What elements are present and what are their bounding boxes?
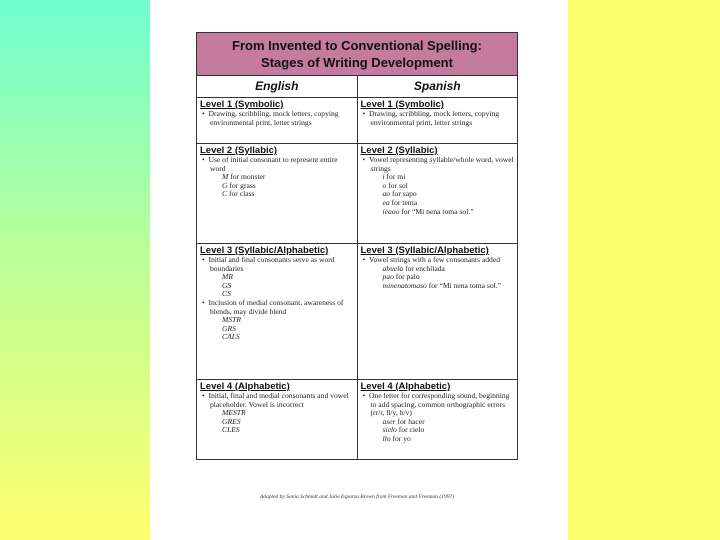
level-row	[197, 244, 518, 380]
level-heading: Level 3 (Syllabic/Alphabetic)	[200, 245, 329, 256]
example-gloss: for tema	[391, 197, 418, 207]
credit-line: Adapted by Sonia Schmidt and Julie Esparza Brown from Freeman and Freeman (1997)	[259, 494, 455, 500]
example-word: aser	[382, 416, 396, 426]
level-row	[197, 380, 518, 460]
example-gloss: for monster	[230, 172, 266, 182]
bullet-icon: •	[202, 255, 209, 264]
example-item	[200, 426, 354, 435]
bullet-text: Drawing, scribbling, mock letters, copying environmental print, letter strings	[208, 109, 339, 127]
column-header-english: English	[197, 76, 358, 97]
bullet-item	[361, 156, 515, 173]
example-gloss: for enchilada	[405, 263, 445, 273]
level-heading: Level 1 (Symbolic)	[200, 99, 284, 110]
title-line-1: From Invented to Conventional Spelling:	[232, 38, 482, 53]
left-background-panel	[0, 0, 150, 540]
bullet-text: Use of initial consonant to represent entire word	[208, 155, 338, 173]
bullet-item	[361, 110, 515, 127]
bullet-icon: •	[202, 391, 209, 400]
level-cell-spanish	[357, 380, 518, 460]
example-gloss: for yo	[392, 433, 411, 443]
right-background-panel	[568, 0, 720, 540]
example-gloss: for mi	[386, 172, 406, 182]
example-word: i	[382, 172, 385, 182]
bullet-icon: •	[362, 155, 369, 164]
example-word: ea	[382, 197, 390, 207]
example-gloss: for palo	[395, 272, 420, 282]
example-item	[361, 435, 515, 444]
bullet-text: Initial and final consonants serve as word boundaries	[208, 255, 335, 273]
level-cell-spanish	[357, 244, 518, 380]
example-gloss: for sol	[388, 180, 408, 190]
bullet-icon: •	[362, 109, 369, 118]
bullet-item	[200, 256, 354, 273]
level-row	[197, 98, 518, 144]
level-row	[197, 144, 518, 244]
language-header-row	[196, 76, 518, 98]
example-word: CS	[222, 289, 231, 299]
bullet-text: Vowel strings with a few consonants added	[368, 255, 501, 264]
bullet-item	[361, 392, 515, 418]
example-gloss: for cielo	[398, 425, 425, 435]
document-page	[150, 0, 568, 540]
bullet-text: Vowel representing syllable/whole word, vowel strings	[368, 155, 514, 173]
bullet-icon: •	[362, 391, 369, 400]
example-word: C	[222, 189, 228, 199]
example-word: CLES	[222, 425, 240, 435]
title-line-2: Stages of Writing Development	[261, 55, 453, 70]
bullet-item	[200, 299, 354, 316]
stages-table	[196, 97, 518, 460]
example-word: MSTR	[222, 315, 241, 325]
level-cell-english	[197, 244, 358, 380]
example-word: CALS	[222, 332, 240, 342]
example-word: GRES	[222, 416, 241, 426]
level-cell-english	[197, 98, 358, 144]
example-item	[361, 208, 515, 217]
column-header-spanish: Spanish	[413, 79, 461, 93]
bullet-icon: •	[202, 109, 209, 118]
chart-title	[196, 32, 518, 76]
bullet-text: Drawing, scribbling, mock letters, copying environmental print, letter strings	[368, 109, 500, 127]
example-word: ao	[382, 189, 391, 199]
example-word: minenatomaso	[382, 280, 427, 290]
example-item	[200, 333, 354, 342]
bullet-item	[200, 110, 354, 127]
example-gloss: for sapo	[392, 189, 417, 199]
example-word: GRS	[222, 323, 236, 333]
example-word: ieaoo	[382, 206, 400, 216]
level-cell-spanish	[357, 144, 518, 244]
bullet-icon: •	[202, 155, 209, 164]
bullet-text: Initial, final and medial consonants and vowel placeholder. Vowel is incorrect	[208, 391, 349, 409]
example-gloss: for hacer	[397, 416, 425, 426]
example-word: G	[222, 180, 228, 190]
bullet-icon: •	[202, 297, 209, 307]
example-word: M	[222, 172, 229, 182]
bullet-text: Inclusion of medial consonant, awareness of blends, may divide blend	[208, 297, 344, 316]
level-heading: Level 1 (Symbolic)	[360, 99, 444, 110]
example-word: MR	[222, 272, 233, 282]
example-item	[200, 190, 354, 199]
example-gloss: for “Mi nena toma sol.”	[401, 206, 474, 216]
example-word: GS	[222, 280, 232, 290]
bullet-item	[200, 392, 354, 409]
example-gloss: for class	[228, 189, 255, 199]
example-word: pao	[382, 272, 394, 282]
example-item	[361, 282, 515, 291]
example-word: abuela	[382, 263, 404, 273]
level-heading: Level 4 (Alphabetic)	[360, 381, 451, 392]
example-word: llo	[382, 433, 391, 443]
level-heading: Level 2 (Syllabic)	[200, 145, 278, 156]
example-word: MESTR	[222, 408, 246, 418]
level-heading: Level 4 (Alphabetic)	[200, 381, 290, 392]
level-cell-english	[197, 144, 358, 244]
example-gloss: for grass	[229, 180, 256, 190]
level-cell-english	[197, 380, 358, 460]
level-heading: Level 3 (Syllabic/Alphabetic)	[360, 245, 489, 256]
example-word: o	[382, 180, 387, 190]
level-heading: Level 2 (Syllabic)	[360, 145, 438, 156]
bullet-item	[200, 156, 354, 173]
example-word: sielo	[382, 425, 397, 435]
bullet-text: One letter for corresponding sound, beginning to add spacing, common orthographic errors (rr/r, ll/y, b/v)	[368, 391, 510, 418]
bullet-icon: •	[362, 255, 369, 264]
level-cell-spanish	[357, 98, 518, 144]
example-gloss: for “Mi nena toma sol.”	[428, 280, 502, 290]
